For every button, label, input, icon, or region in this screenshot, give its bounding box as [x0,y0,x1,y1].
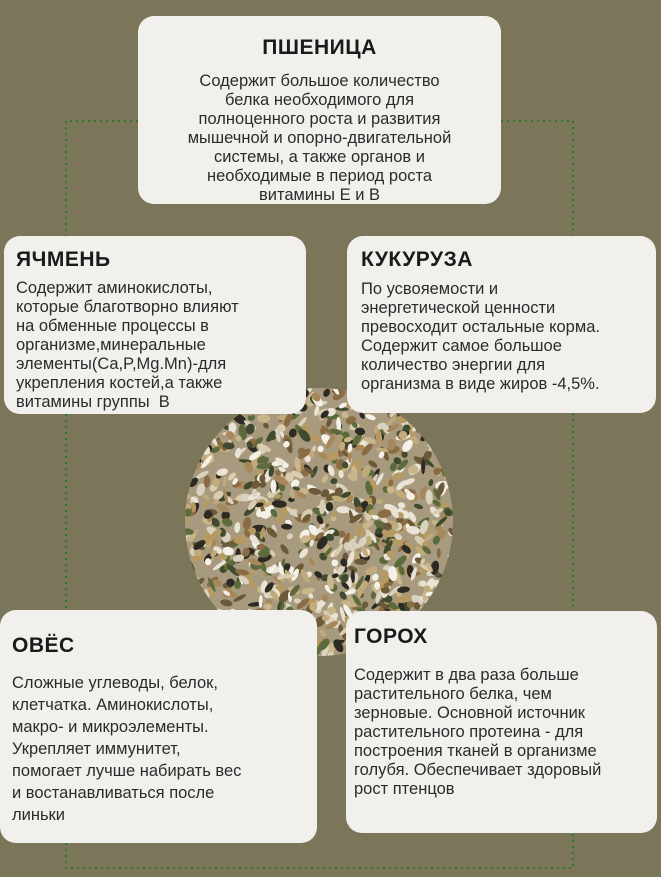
card-text [152,72,487,205]
card-text [354,666,651,799]
card-wheat [138,16,501,204]
seed-grain [414,413,426,424]
seed-grain [185,442,194,451]
seed-grain [442,573,453,584]
card-title: ОВЁС [12,634,75,657]
text-line: укрепления костей,а также [16,374,223,392]
seed-grain [201,429,210,439]
text-line: растительного протеина - для [354,723,584,741]
seed-grain [185,417,194,429]
seed-grain [436,450,447,458]
seed-grain [194,588,202,601]
text-line: растительного белка, чем [354,685,552,703]
seed-grain [185,579,194,594]
text-line: организме,минеральные [16,336,206,354]
text-line: необходимые в период роста [206,167,433,185]
seed-grain [271,480,277,493]
seed-grain [202,418,219,430]
seed-grain [440,457,453,463]
text-line: Сложные углеводы, белок, [12,674,218,692]
seed-grain [414,418,424,430]
text-line: зерновые. Основной источник [354,704,586,722]
text-line: макро- и микроэлементы. [12,718,209,736]
seed-grain [185,417,197,428]
seed-grain [186,417,199,427]
seed-grain [186,413,198,420]
seed-grain [426,426,441,439]
seed-grain [436,442,448,456]
seed-grain [437,548,441,558]
card-title: КУКУРУЗА [361,248,473,271]
card-text [16,279,298,412]
card-title: ГОРОХ [354,625,428,648]
text-line: системы, а также органов и [213,148,425,166]
card-corn [347,236,656,413]
text-line: Укрепляет иммунитет, [12,740,181,758]
seed-grain [185,451,192,458]
seed-grain [443,437,453,447]
text-line: элементы(Ca,P,Mg.Mn)-для [16,355,227,373]
seed-grain [206,412,221,429]
seed-grain [445,439,451,446]
text-line: витамины группы В [16,393,170,411]
seed-grain [448,577,453,592]
text-line: организма в виде жиров -4,5%. [361,375,600,393]
card-title: ЯЧМЕНЬ [16,248,111,271]
seed-grain [192,590,206,599]
seed-grain [447,589,453,602]
card-title: ПШЕНИЦА [262,36,377,59]
text-line: Содержит большое количество [199,72,440,90]
text-line: голубя. Обеспечивает здоровый [354,761,602,779]
seed-grain [444,441,453,454]
text-line: Содержит в два раза больше [354,666,579,684]
seed-grain [430,594,440,607]
card-text [12,672,305,826]
text-line: энергетической ценности [361,299,556,317]
text-line: Содержит самое большое [361,337,562,355]
seed-grain [440,586,451,596]
connector-dotted-line [66,121,138,236]
seed-grain [185,442,197,455]
text-line: Содержит аминокислоты, [16,279,213,297]
seed-grain [191,422,198,426]
text-line: клетчатка. Аминокислоты, [12,696,214,714]
text-line: количество энергии для [361,356,546,374]
text-line: которые благотворно влияют [16,298,239,316]
card-text [361,280,648,394]
text-line: рост птенцов [354,780,455,798]
card-peas [346,611,657,833]
seed-grain [447,437,453,446]
seed-grain [442,411,452,425]
seed-grain [431,594,445,608]
text-line: По усвояемости и [361,280,499,298]
seed-grain [444,420,453,433]
text-line: белка необходимого для [224,91,415,109]
text-line: мышечной и опорно-двигательной [187,129,452,147]
seed-grain [446,575,453,584]
text-line: построения тканей в организме [354,742,597,760]
seed-grain [442,423,453,434]
text-line: помогает лучше набирать вес [12,762,242,780]
text-line: и востанавливаться после [12,784,215,802]
seed-grain [430,414,442,426]
seed-grain [444,440,453,450]
seed-grain [433,422,441,429]
text-line: линьки [12,806,65,824]
seed-grain [429,414,443,421]
connector-dotted-line [501,121,573,236]
seed-grain [217,414,225,425]
card-barley [4,236,306,414]
card-oats [0,610,317,843]
text-line: полноценного роста и развития [198,110,441,128]
text-line: на обменные процессы в [16,317,209,335]
seed-grain [447,412,453,421]
seed-grain [185,438,197,454]
seed-grain [434,419,444,428]
seed-grain [185,438,197,450]
seed-grain [204,421,220,427]
text-line: превосходит остальные корма. [361,318,600,336]
text-line: витамины Е и В [258,186,381,204]
